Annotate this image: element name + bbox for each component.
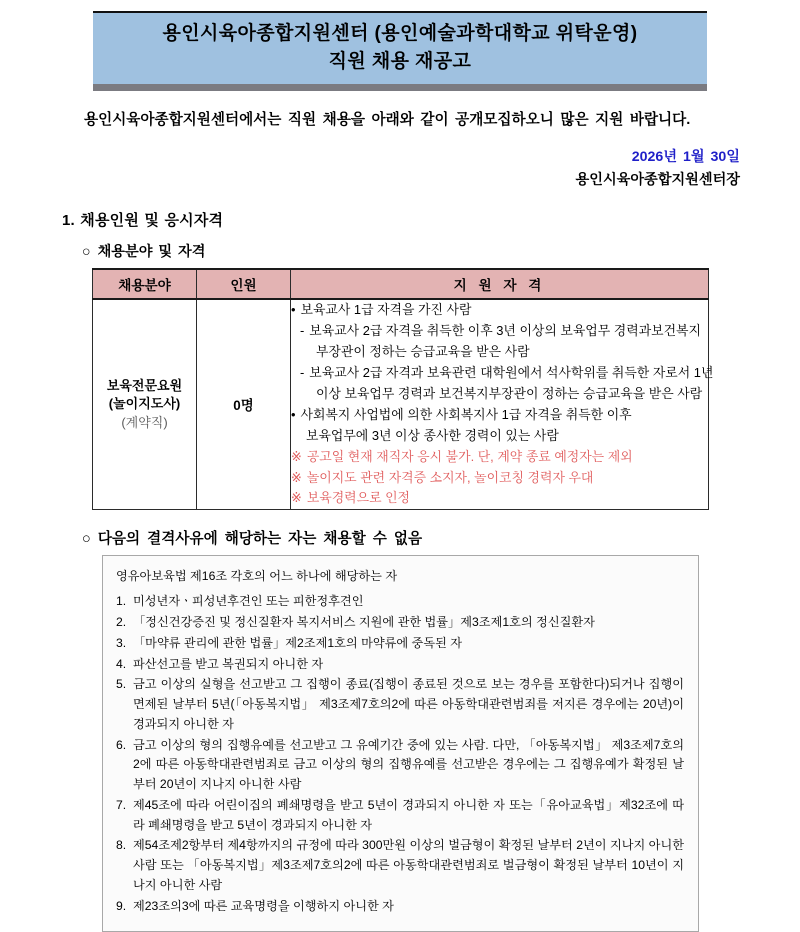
cell-qualifications bbox=[291, 299, 714, 510]
qualification-note: ※ 보육경력으로 인정 bbox=[291, 488, 708, 509]
qualification-line: • 사회복지 사업법에 의한 사회복지사 1급 자격을 취득한 이후 bbox=[291, 405, 708, 426]
recruit-table bbox=[92, 268, 714, 510]
issuing-organization: 용인시육아종합지원센터장 bbox=[575, 172, 740, 189]
qualification-line: 보육업무에 3년 이상 종사한 경력이 있는 사람 bbox=[306, 427, 559, 443]
list-item bbox=[116, 634, 684, 654]
recruit-table-head bbox=[93, 269, 709, 299]
list-item-number: 3. bbox=[116, 635, 127, 650]
disqualification-list bbox=[116, 592, 684, 916]
banner-shadow-bar bbox=[93, 84, 707, 91]
qualification-line: 이상 보육업무 경력과 보건복지부장관이 정하는 승급교육을 받은 사람 bbox=[316, 385, 703, 401]
banner-title-line-2: 직원 채용 재공고 bbox=[328, 51, 472, 73]
list-item bbox=[116, 836, 684, 895]
cell-recruit-count: 0명 bbox=[197, 299, 291, 510]
qualification-line: - 보육교사 2급 자격을 취득한 이후 3년 이상의 보육업무 경력과보건복지 bbox=[291, 321, 708, 342]
disqualification-intro: 영유아보육법 제16조 각호의 어느 하나에 해당하는 자 bbox=[116, 569, 398, 584]
list-item bbox=[116, 736, 684, 795]
list-item-number: 5. bbox=[116, 677, 127, 692]
list-item-text: 「정신건강증진 및 정신질환자 복지서비스 지원에 관한 법률」제3조제1호의 정신질환자 bbox=[133, 615, 595, 630]
field-name-line-1: 보육전문요원 bbox=[106, 377, 183, 393]
header-field: 채용분야 bbox=[93, 269, 197, 299]
cell-recruit-field bbox=[93, 299, 197, 510]
circle-marker-icon: ○ bbox=[82, 244, 91, 261]
list-item-number: 8. bbox=[116, 838, 127, 853]
list-item-text: 금고 이상의 실형을 선고받고 그 집행이 종료(집행이 종료된 것으로 보는 경우를 포함한다)되거나 집행이 면제된 날부터 5년(「아동복지법」 제3조제7호의2에 따른 아동학대관련범죄를 저지른 경우에는 20년)이 경과되지 아니한 자 bbox=[133, 677, 684, 731]
disqualification-heading bbox=[82, 527, 800, 548]
list-item-text: 파산선고를 받고 복권되지 아니한 자 bbox=[133, 656, 324, 671]
disqualification-box bbox=[102, 555, 699, 931]
document-page bbox=[0, 11, 800, 928]
qualification-line: • 보육교사 1급 자격을 가진 사람 bbox=[291, 300, 708, 321]
qualification-note: ※ 공고일 현재 재직자 응시 불가. 단, 계약 종료 예정자는 제외 bbox=[291, 447, 708, 468]
list-item bbox=[116, 592, 684, 612]
table-header-row bbox=[93, 269, 709, 299]
title-banner bbox=[93, 11, 707, 84]
header-count: 인원 bbox=[197, 269, 291, 299]
signature-block bbox=[0, 146, 740, 192]
list-item bbox=[116, 796, 684, 836]
disqualification-heading-label: 다음의 결격사유에 해당하는 자는 채용할 수 없음 bbox=[97, 531, 423, 548]
intro-paragraph: 용인시육아종합지원센터에서는 직원 채용을 아래와 같이 공개모집하오니 많은 지원 바랍니다. bbox=[84, 112, 691, 129]
list-item-text: 미성년자ㆍ피성년후견인 또는 피한정후견인 bbox=[133, 594, 364, 609]
list-item bbox=[116, 897, 684, 917]
sub-heading-label: 채용분야 및 자격 bbox=[97, 244, 206, 261]
table-row bbox=[93, 299, 709, 510]
list-item-text: 제45조에 따라 어린이집의 폐쇄명령을 받고 5년이 경과되지 아니한 자 또는「유아교육법」제32조에 따라 폐쇄명령을 받고 5년이 경과되지 아니한 자 bbox=[133, 797, 684, 832]
qualification-line: 부장관이 정하는 승급교육을 받은 사람 bbox=[316, 344, 530, 360]
list-item-text: 제54조제2항부터 제4항까지의 규정에 따라 300만원 이상의 벌금형이 확정된 날부터 2년이 지나지 아니한 사람 또는 「아동복지법」제3조제7호의2에 따른 아동학대관련범죄로 벌금형이 확정된 날부터 10년이 지나지 아니한 사람 bbox=[133, 838, 684, 892]
list-item-number: 6. bbox=[116, 737, 127, 752]
list-item bbox=[116, 655, 684, 675]
banner-title-line-1: 용인시육아종합지원센터 (용인예술과학대학교 위탁운영) bbox=[162, 23, 638, 44]
header-qualification: 지 원 자 격 bbox=[291, 269, 709, 299]
list-item-number: 2. bbox=[116, 615, 127, 630]
recruit-table-body bbox=[93, 299, 714, 510]
list-item-text: 금고 이상의 형의 집행유예를 선고받고 그 유예기간 중에 있는 사람. 다만, 「아동복지법」 제3조제7호의2에 따른 아동학대관련범죄로 금고 이상의 형의 집행유예를 선고받은 경우에는 그 집행유예가 확정된 날부터 20년이 지나지 아니한 사람 bbox=[133, 737, 684, 792]
field-name-line-2: (놀이지도사) bbox=[108, 396, 181, 412]
section-1-heading: 1. 채용인원 및 응시자격 bbox=[62, 212, 224, 230]
qualification-note: ※ 놀이지도 관련 자격증 소지자, 놀이코칭 경력자 우대 bbox=[291, 468, 708, 489]
list-item-number: 4. bbox=[116, 656, 127, 671]
list-item-number: 9. bbox=[116, 898, 127, 913]
intro-paragraph-wrapper bbox=[62, 108, 740, 133]
announcement-date: 2026년 1월 30일 bbox=[631, 149, 740, 166]
list-item bbox=[116, 613, 684, 633]
list-item-number: 1. bbox=[116, 594, 127, 609]
list-item-text: 제23조의3에 따른 교육명령을 이행하지 아니한 자 bbox=[133, 898, 394, 913]
list-item-text: 「마약류 관리에 관한 법률」제2조제1호의 마약류에 중독된 자 bbox=[133, 635, 463, 650]
list-item bbox=[116, 675, 684, 734]
qualification-line: - 보육교사 2급 자격과 보육관련 대학원에서 석사학위를 취득한 자로서 1년 bbox=[291, 363, 708, 384]
field-employment-type: (계약직) bbox=[121, 415, 168, 431]
circle-marker-icon: ○ bbox=[82, 531, 91, 548]
list-item-number: 7. bbox=[116, 797, 127, 812]
title-banner-wrapper bbox=[93, 11, 707, 91]
recruit-table-wrapper bbox=[92, 268, 800, 510]
section-1-sub-heading bbox=[82, 241, 800, 261]
